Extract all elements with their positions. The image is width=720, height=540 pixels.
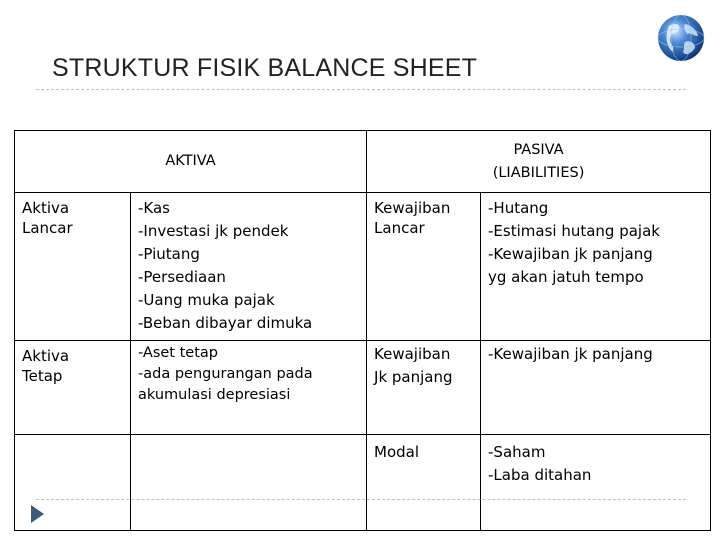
liability-items-cell: -Kewajiban jk panjang (481, 341, 711, 435)
pasiva-header (367, 131, 711, 193)
bottom-divider (36, 499, 686, 500)
table-row (15, 193, 711, 341)
header-row (15, 131, 711, 193)
asset-items-cell: -Aset tetap -ada pengurangan pada akumulasi depresiasi (131, 341, 367, 435)
balance-sheet-table (14, 130, 711, 531)
globe-icon (655, 12, 707, 64)
liability-category-cell: Kewajiban Jk panjang (367, 341, 481, 435)
liability-category-cell: Modal (367, 435, 481, 531)
aktiva-header (15, 131, 367, 193)
top-divider (36, 89, 686, 90)
aktiva-header-label: AKTIVA (165, 153, 216, 169)
slide-title: STRUKTUR FISIK BALANCE SHEET (52, 54, 478, 82)
play-arrow-icon (31, 505, 44, 523)
asset-category-cell: Aktiva Tetap (15, 341, 131, 435)
table-row (15, 341, 711, 435)
asset-items-cell: -Kas -Investasi jk pendek -Piutang -Persediaan -Uang muka pajak -Beban dibayar dimuka (131, 193, 367, 341)
liability-items-cell: -Hutang -Estimasi hutang pajak -Kewajiban jk panjang yg akan jatuh tempo (481, 193, 711, 341)
table-row (15, 435, 711, 531)
asset-items-cell (131, 435, 367, 531)
liability-items-cell: -Saham -Laba ditahan (481, 435, 711, 531)
asset-category-cell: Aktiva Lancar (15, 193, 131, 341)
liability-category-cell: Kewajiban Lancar (367, 193, 481, 341)
pasiva-header-label: PASIVA (LIABILITIES) (492, 141, 585, 181)
